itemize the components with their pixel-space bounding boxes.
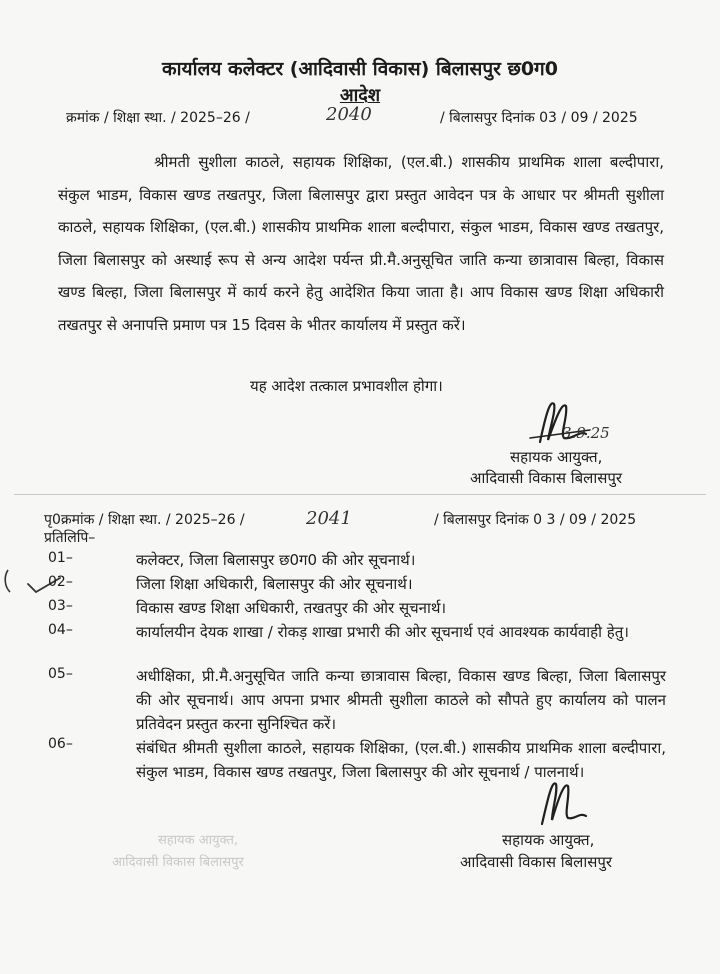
copy-item-text: अधीक्षिका, प्री.मै.अनुसूचित जाति कन्या छात्रावास बिल्हा, विकास खण्ड बिल्हा, जिला बिलासपुर की ओर सूचनार्थ। आप अपना प्रभार श्रीमती सुशीला काठले को सौपते हुए कार्यालय को पालन प्रतिवेदन प्रस्तुत करना सुनिश्चित करें। <box>136 667 666 733</box>
copy-item-text: कलेक्टर, जिला बिलासपुर छ0ग0 की ओर सूचनार्थ। <box>136 551 416 569</box>
faint-stamp-line-1: सहायक आयुक्त, <box>158 833 239 848</box>
signature-date: 3.9.25 <box>562 424 610 442</box>
order-place-date: / बिलासपुर दिनांक 03 / 09 / 2025 <box>440 110 638 126</box>
copy-item-number: 04– <box>48 622 73 638</box>
signature-1-department: आदिवासी विकास बिलासपुर <box>470 469 623 487</box>
copy-item-number: 02– <box>48 574 73 590</box>
order-paragraph: श्रीमती सुशीला काठले, सहायक शिक्षिका, (एल.बी.) शासकीय प्राथमिक शाला बल्दीपारा, संकुल भाडम, विकास खण्ड तखतपुर, जिला बिलासपुर द्वारा प्रस्तुत आवेदन पत्र के आधार पर श्रीमती सुशीला काठले, सहायक शिक्षिका, (एल.बी.) शासकीय प्राथमिक शाला बल्दीपारा, संकुल भाडम, विकास खण्ड तखतपुर, जिला बिलासपुर को अस्थाई रूप से अन्य आदेश पर्यन्त प्री.मै.अनुसूचित जाति कन्या छात्रावास बिल्हा, विकास खण्ड बिल्हा, जिला बिलासपुर में कार्य करने हेतु आदेशित किया जाता है। आप विकास खण्ड शिक्षा अधिकारी तखतपुर से अनापत्ति प्रमाण पत्र 15 दिवस के भीतर कार्यालय में प्रस्तुत करें। <box>58 153 664 334</box>
order-body <box>58 146 664 341</box>
section-divider <box>14 494 706 495</box>
signature-2-designation: सहायक आयुक्त, <box>502 831 595 849</box>
copy-item-text: संबंधित श्रीमती सुशीला काठले, सहायक शिक्षिका, (एल.बी.) शासकीय प्राथमिक शाला बल्दीपारा, संकुल भाडम, विकास खण्ड तखतपुर, जिला बिलासपुर की ओर सूचनार्थ / पालनार्थ। <box>136 739 666 781</box>
signature-1-designation: सहायक आयुक्त, <box>510 448 603 466</box>
copy-label: प्रतिलिपि– <box>44 530 96 546</box>
copy-item-number: 03– <box>48 598 73 614</box>
copy-item-text: जिला शिक्षा अधिकारी, बिलासपुर की ओर सूचनार्थ। <box>136 575 413 593</box>
faint-stamp-line-2: आदिवासी विकास बिलासपुर <box>112 855 244 870</box>
order-heading: आदेश <box>339 85 381 106</box>
copy-item-number: 01– <box>48 550 73 566</box>
signature-2-department: आदिवासी विकास बिलासपुर <box>460 853 613 871</box>
effective-line: यह आदेश तत्काल प्रभावशील होगा। <box>250 377 443 395</box>
office-title: कार्यालय कलेक्टर (आदिवासी विकास) बिलासपुर छ0ग0 <box>162 58 558 80</box>
signature-mark-2 <box>528 770 608 830</box>
copy-item-number: 05– <box>48 666 73 682</box>
handwritten-order-number: 2040 <box>326 104 372 125</box>
endorsement-place-date: / बिलासपुर दिनांक 0 3 / 09 / 2025 <box>434 512 637 528</box>
copy-item-text: विकास खण्ड शिक्षा अधिकारी, तखतपुर की ओर सूचनार्थ। <box>136 599 447 617</box>
copy-item-text: कार्यालयीन देयक शाखा / रोकड़ शाखा प्रभारी की ओर सूचनार्थ एवं आवश्यक कार्यवाही हेतु। <box>136 623 629 641</box>
endorsement-number-prefix: पृ0क्रमांक / शिक्षा स्था. / 2025–26 / <box>44 512 245 528</box>
copy-item-number: 06– <box>48 736 73 752</box>
order-number-prefix: क्रमांक / शिक्षा स्था. / 2025–26 / <box>66 110 250 126</box>
handwritten-endorsement-number: 2041 <box>306 508 352 529</box>
